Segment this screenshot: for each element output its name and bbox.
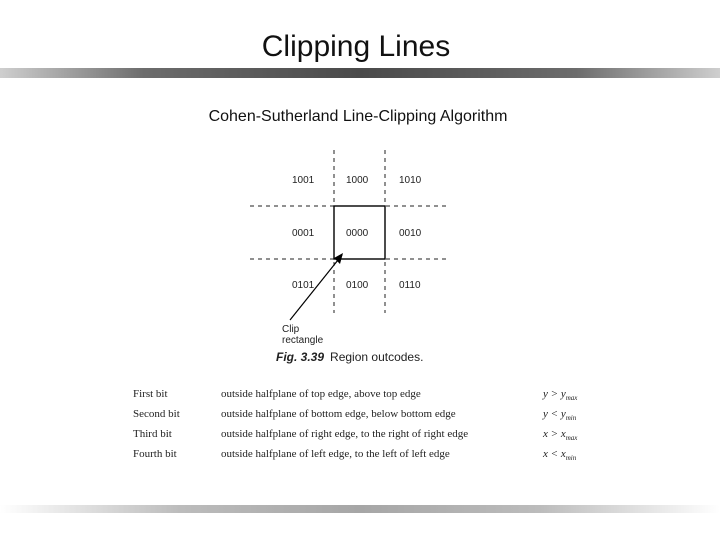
bit-row-second <box>133 408 577 428</box>
code-top-right: 1010 <box>399 175 422 186</box>
bit-condition: $x > x_{max}$ <box>543 428 578 443</box>
bit-description: outside halfplane of left edge, to the left of left edge <box>221 448 450 460</box>
code-bottom-left: 0101 <box>292 280 315 291</box>
title-divider-bar <box>0 68 720 78</box>
figure-caption-text: Region outcodes. <box>330 350 424 364</box>
bit-name: Second bit <box>133 408 180 420</box>
footer-divider-bar <box>0 505 720 513</box>
code-middle-right: 0010 <box>399 228 422 239</box>
bit-name: First bit <box>133 388 168 400</box>
bit-row-first <box>133 388 578 408</box>
bit-row-third <box>133 428 578 448</box>
code-bottom-right: 0110 <box>399 280 421 291</box>
figure-caption <box>276 350 423 364</box>
bit-condition: $y < y_{min}$ <box>543 408 577 423</box>
slide-subtitle: Cohen-Sutherland Line-Clipping Algorithm <box>208 108 508 125</box>
bit-condition: $y > y_{max}$ <box>543 388 578 403</box>
code-bottom-center: 0100 <box>346 280 369 291</box>
bit-name: Third bit <box>133 428 172 440</box>
outcode-bits-table <box>133 388 578 468</box>
code-middle-left: 0001 <box>292 228 315 239</box>
code-top-center: 1000 <box>346 175 369 186</box>
code-top-left: 1001 <box>292 175 315 186</box>
slide-title: Clipping Lines <box>261 30 451 63</box>
bit-description: outside halfplane of right edge, to the right of right edge <box>221 428 469 440</box>
bit-condition: $x < x_{min}$ <box>543 448 577 463</box>
bit-row-fourth <box>133 448 577 468</box>
bit-description: outside halfplane of bottom edge, below bottom edge <box>221 408 456 420</box>
region-outcodes-diagram <box>250 148 450 348</box>
code-middle-center: 0000 <box>346 228 369 239</box>
bit-description: outside halfplane of top edge, above top edge <box>221 388 421 400</box>
clip-label-line2: rectangle <box>282 335 324 346</box>
figure-number: Fig. 3.39 <box>276 350 325 364</box>
clip-label-line1: Clip <box>282 324 300 335</box>
bit-name: Fourth bit <box>133 448 177 460</box>
